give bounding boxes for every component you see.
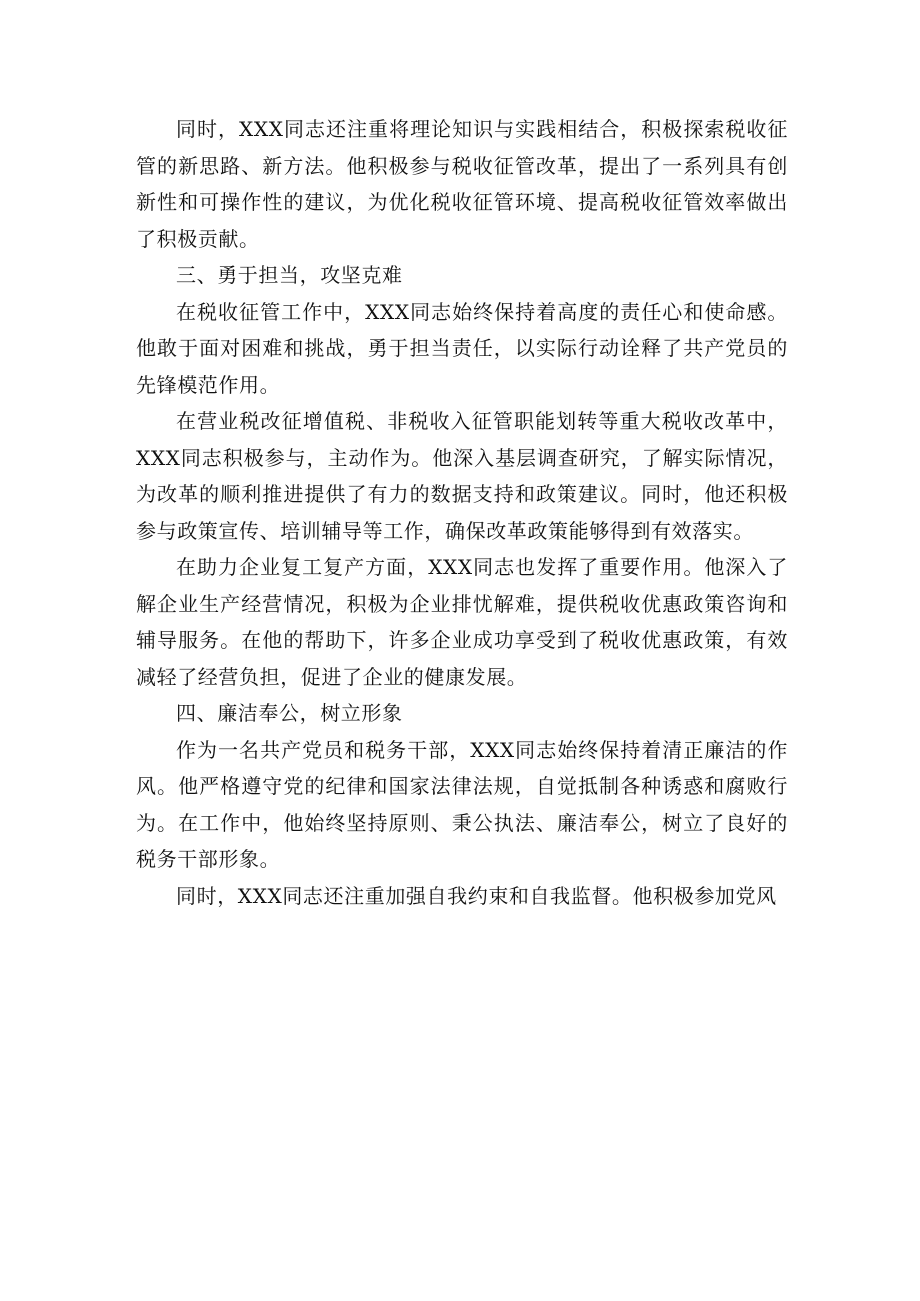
paragraph-self-discipline: 同时，XXX同志还注重加强自我约束和自我监督。他积极参加党风 xyxy=(176,883,777,908)
paragraph-responsibility: 在税收征管工作中，XXX同志始终保持着高度的责任心和使命感。他敢于面对困难和挑战，勇于担当责任，以实际行动诠释了共产党员的先锋模范作用。 xyxy=(136,299,788,397)
section-heading-three: 三、勇于担当，攻坚克难 xyxy=(176,263,403,287)
paragraph-tax-reform: 在营业税改征增值税、非税收入征管职能划转等重大税收改革中，XXX同志积极参与，主动作为。他深入基层调查研究，了解实际情况，为改革的顺利推进提供了有力的数据支持和政策建议。同时，他还积极参与政策宣传、培训辅导等工作，确保改革政策能够得到有效落实。 xyxy=(136,409,788,543)
paragraph-theory-practice: 同时，XXX同志还注重将理论知识与实践相结合，积极探索税收征管的新思路、新方法。他积极参与税收征管改革，提出了一系列具有创新性和可操作性的建议，为优化税收征管环境、提高税收征管效率做出了积极贡献。 xyxy=(136,117,788,251)
section-heading-four: 四、廉洁奉公，树立形象 xyxy=(176,701,403,725)
document-body xyxy=(136,111,788,914)
paragraph-integrity: 作为一名共产党员和税务干部，XXX同志始终保持着清正廉洁的作风。他严格遵守党的纪律和国家法律法规，自觉抵制各种诱惑和腐败行为。在工作中，他始终坚持原则、秉公执法、廉洁奉公，树立了良好的税务干部形象。 xyxy=(136,737,788,871)
paragraph-enterprise-support: 在助力企业复工复产方面，XXX同志也发挥了重要作用。他深入了解企业生产经营情况，积极为企业排忧解难，提供税收优惠政策咨询和辅导服务。在他的帮助下，许多企业成功享受到了税收优惠政策，有效减轻了经营负担，促进了企业的健康发展。 xyxy=(136,555,788,689)
